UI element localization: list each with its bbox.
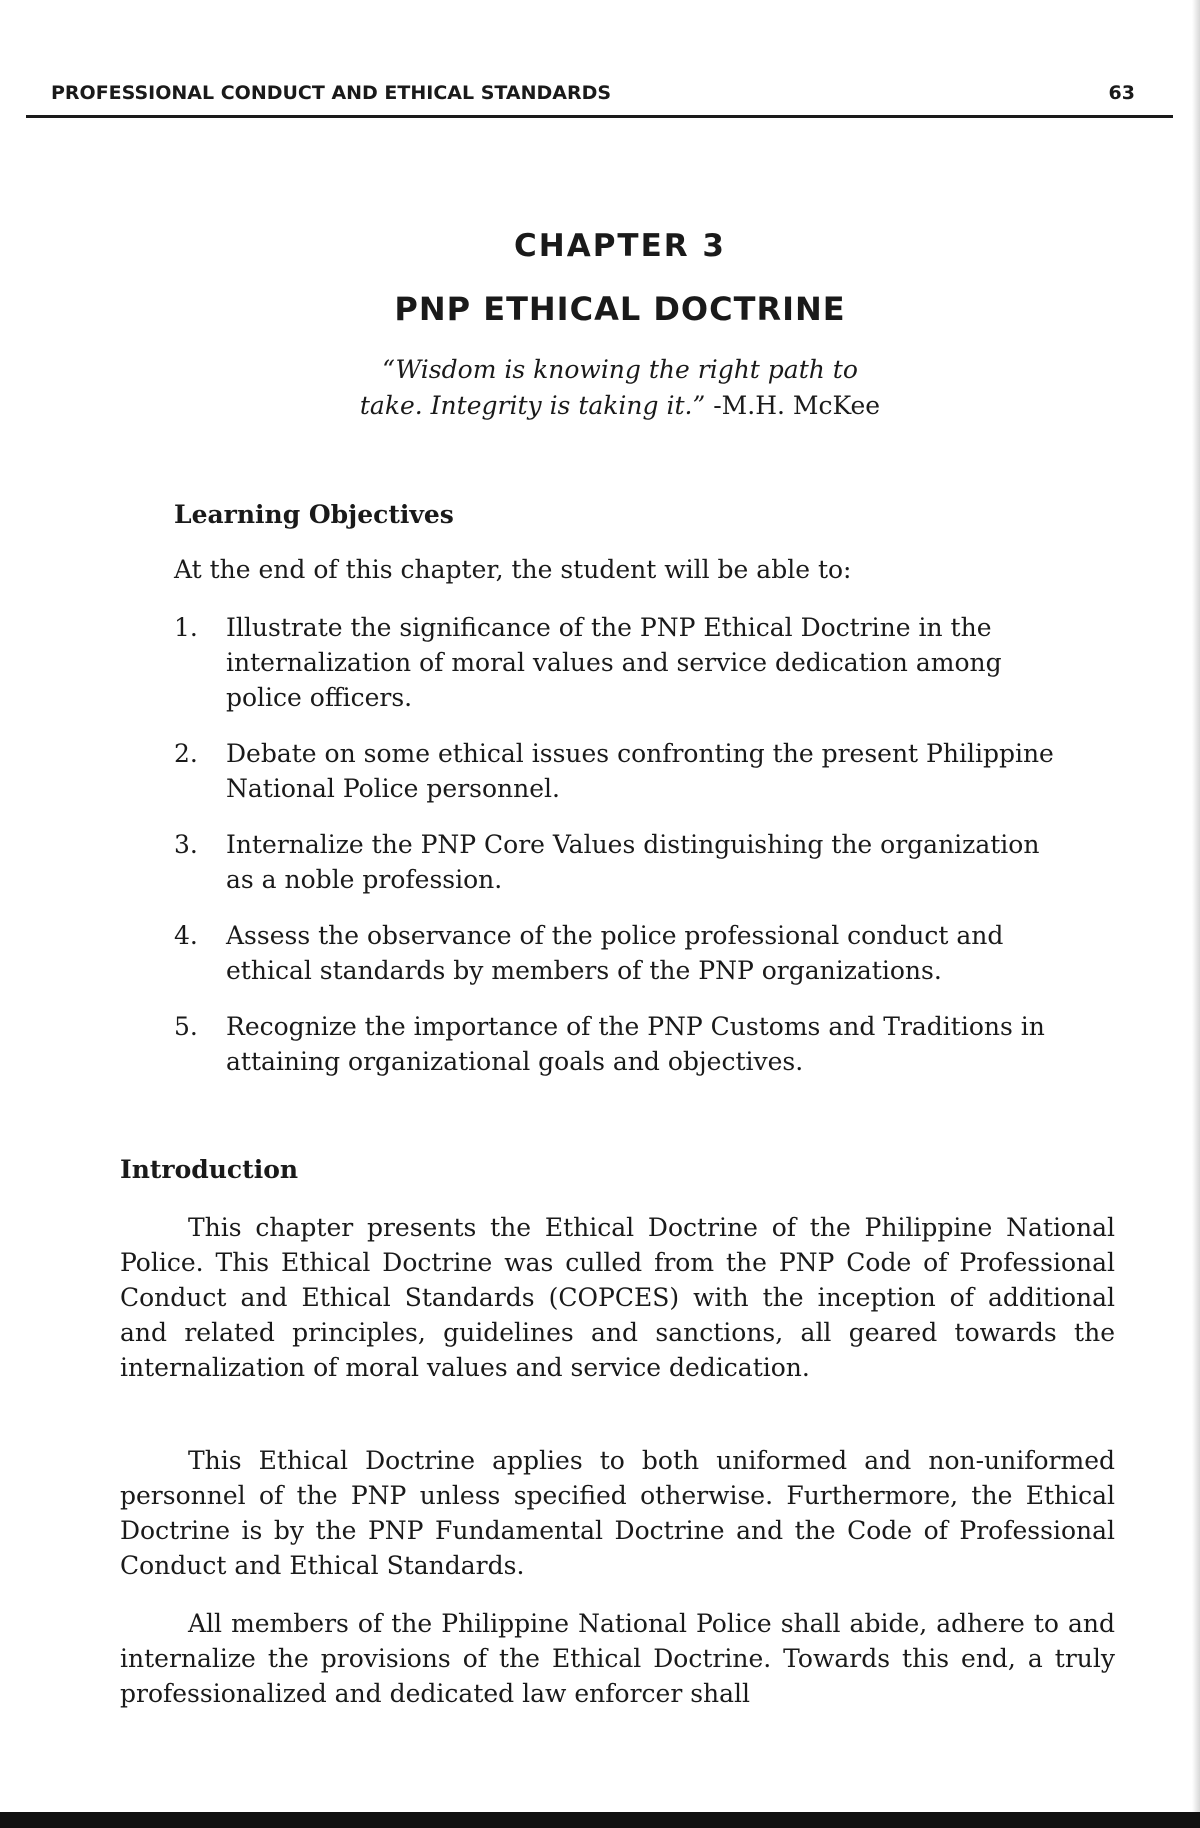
introduction-paragraph-3: All members of the Philippine National Police shall abide, adhere to and internalize the provisions of the Ethical Doctrine. Towards this end, a truly professionalized and dedicated law enforcer shall (120, 1609, 1115, 1708)
objective-item (174, 736, 1074, 806)
epigraph-attribution: -M.H. McKee (705, 391, 881, 420)
introduction-heading: Introduction (120, 1155, 299, 1184)
objective-number: 1. (174, 613, 198, 642)
running-header (26, 82, 1173, 118)
objectives-list (174, 610, 1074, 1100)
objective-number: 4. (174, 921, 198, 950)
introduction-paragraph-1: This chapter presents the Ethical Doctrine of the Philippine National Police. This Ethical Doctrine was culled from the PNP Code of Professional Conduct and Ethical Standards (COPCES) with the inception of additional and related principles, guidelines and sanctions, all geared towards the internalization of moral values and service dedication. (120, 1213, 1115, 1382)
objective-number: 3. (174, 830, 198, 859)
objective-item (174, 1009, 1074, 1079)
introduction-paragraph-2: This Ethical Doctrine applies to both uniformed and non-uniformed personnel of the PNP unless specified otherwise. Furthermore, the Ethical Doctrine is by the PNP Fundamental Doctrine and the Code of Professional Conduct and Ethical Standards. (120, 1446, 1115, 1580)
page-edge-shadow (1192, 0, 1200, 1812)
page-number: 63 (1108, 82, 1135, 104)
objective-number: 5. (174, 1012, 198, 1041)
running-title: PROFESSIONAL CONDUCT AND ETHICAL STANDARDS (51, 82, 612, 104)
objectives-lead: At the end of this chapter, the student will be able to: (174, 555, 852, 584)
objective-text: Illustrate the significance of the PNP Ethical Doctrine in the internalization of moral values and service dedication among police officers. (226, 613, 1002, 712)
objective-item (174, 918, 1074, 988)
objective-text: Debate on some ethical issues confronting the present Philippine National Police personnel. (226, 739, 1054, 803)
chapter-label: CHAPTER 3 (514, 228, 726, 264)
objective-text: Internalize the PNP Core Values distinguishing the organization as a noble profession. (226, 830, 1040, 894)
objective-item (174, 610, 1074, 715)
chapter-title: PNP ETHICAL DOCTRINE (394, 290, 846, 328)
objective-number: 2. (174, 739, 198, 768)
objective-item (174, 827, 1074, 897)
scan-bottom-edge (0, 1812, 1200, 1828)
epigraph-quote-line1: “Wisdom is knowing the right path to (382, 355, 858, 384)
epigraph (0, 352, 1200, 424)
learning-objectives-heading: Learning Objectives (174, 500, 454, 529)
objective-text: Assess the observance of the police professional conduct and ethical standards by members of the PNP organizations. (226, 921, 1004, 985)
epigraph-quote-line2: take. Integrity is taking it.” (359, 391, 706, 420)
objective-text: Recognize the importance of the PNP Customs and Traditions in attaining organizational goals and objectives. (226, 1012, 1045, 1076)
